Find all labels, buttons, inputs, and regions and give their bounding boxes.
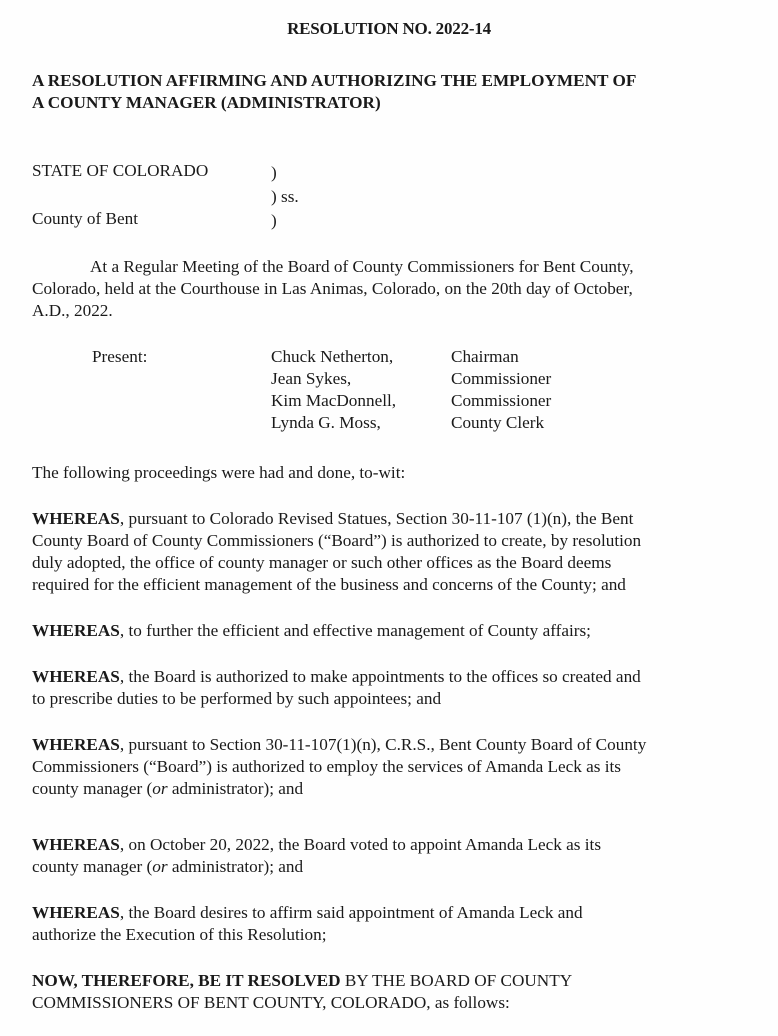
- whereas-clause: [32, 620, 748, 642]
- heading-line: A RESOLUTION AFFIRMING AND AUTHORIZING THE EMPLOYMENT OF: [32, 71, 637, 90]
- county-label: County of Bent: [32, 209, 138, 228]
- member-title: County Clerk: [451, 413, 545, 432]
- clause-line: to prescribe duties to be performed by such appointees; and: [32, 689, 442, 708]
- jurisdiction-paren: ): [271, 163, 277, 182]
- clause-text: , pursuant to Colorado Revised Statues, Section 30-11-107 (1)(n), the Bent: [119, 509, 634, 528]
- member-title: Commissioner: [451, 391, 552, 410]
- whereas-clause: [32, 834, 748, 878]
- whereas-clause: [32, 902, 748, 946]
- resolved-clause: [32, 970, 748, 1014]
- whereas-label: WHEREAS: [32, 835, 120, 854]
- clause-line: COMMISSIONERS OF BENT COUNTY, COLORADO, as follows:: [32, 993, 510, 1012]
- member-title: Chairman: [451, 347, 519, 366]
- heading-line: A COUNTY MANAGER (ADMINISTRATOR): [32, 93, 381, 112]
- clause-text: , the Board desires to affirm said appointment of Amanda Leck and: [119, 903, 583, 922]
- paragraph-line: Colorado, held at the Courthouse in Las Animas, Colorado, on the 20th day of October,: [32, 279, 633, 298]
- meeting-paragraph: [32, 256, 748, 322]
- whereas-label: WHEREAS: [32, 509, 120, 528]
- clause-text: administrator); and: [167, 779, 304, 798]
- resolution-number: RESOLUTION NO. 2022-14: [287, 19, 491, 38]
- present-titles: [451, 346, 551, 434]
- whereas-label: WHEREAS: [32, 621, 120, 640]
- clause-text: , to further the efficient and effective management of County affairs;: [119, 621, 591, 640]
- clause-italic: or: [152, 779, 168, 798]
- paragraph-line: At a Regular Meeting of the Board of County Commissioners for Bent County,: [90, 257, 634, 276]
- jurisdiction-paren: ): [271, 211, 277, 230]
- present-label: Present:: [92, 347, 148, 366]
- present-names: [271, 346, 396, 434]
- member-title: Commissioner: [451, 369, 552, 388]
- member-name: Kim MacDonnell,: [271, 391, 397, 410]
- clause-line: duly adopted, the office of county manager or such other offices as the Board deems: [32, 553, 612, 572]
- clause-text: , on October 20, 2022, the Board voted to appoint Amanda Leck as its: [119, 835, 602, 854]
- whereas-label: WHEREAS: [32, 903, 120, 922]
- clause-line: required for the efficient management of the business and concerns of the County; and: [32, 575, 626, 594]
- clause-line: authorize the Execution of this Resolution;: [32, 925, 327, 944]
- resolved-label: NOW, THEREFORE, BE IT RESOLVED: [32, 971, 341, 990]
- paragraph-line: A.D., 2022.: [32, 301, 113, 320]
- resolution-heading: [32, 70, 752, 114]
- whereas-label: WHEREAS: [32, 735, 120, 754]
- clause-text: , pursuant to Section 30-11-107(1)(n), C.R.S., Bent County Board of County: [119, 735, 647, 754]
- jurisdiction-ss: ) ss.: [271, 187, 299, 206]
- clause-line: Commissioners (“Board”) is authorized to employ the services of Amanda Leck as its: [32, 757, 621, 776]
- clause-text: county manager (: [32, 857, 153, 876]
- proceedings-text: The following proceedings were had and done, to-wit:: [32, 463, 406, 482]
- whereas-clause: [32, 508, 748, 596]
- clause-italic: or: [152, 857, 168, 876]
- member-name: Chuck Netherton,: [271, 347, 394, 366]
- member-name: Lynda G. Moss,: [271, 413, 381, 432]
- whereas-clause: [32, 666, 748, 710]
- whereas-clause: [32, 734, 748, 800]
- whereas-label: WHEREAS: [32, 667, 120, 686]
- clause-line: County Board of County Commissioners (“Board”) is authorized to create, by resolution: [32, 531, 642, 550]
- clause-text: , the Board is authorized to make appointments to the offices so created and: [119, 667, 641, 686]
- clause-text: county manager (: [32, 779, 153, 798]
- member-name: Jean Sykes,: [271, 369, 352, 388]
- state-label: STATE OF COLORADO: [32, 161, 209, 180]
- clause-text: administrator); and: [167, 857, 304, 876]
- clause-text: BY THE BOARD OF COUNTY: [340, 971, 573, 990]
